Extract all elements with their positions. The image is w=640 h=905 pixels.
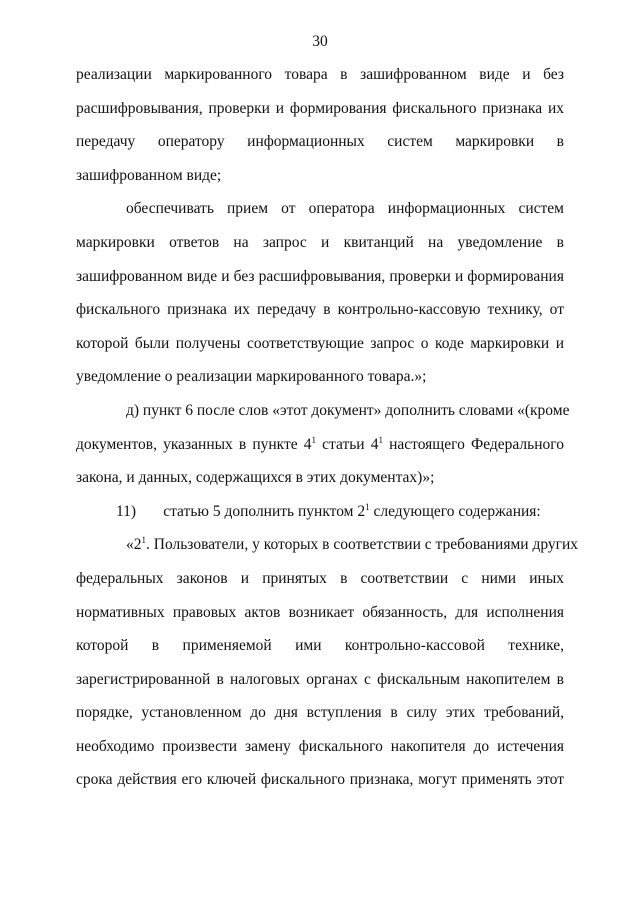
text-fragment: «2 — [126, 536, 142, 554]
paragraph-3 — [76, 394, 570, 495]
text-fragment: документов, указанных в пункте 4 — [76, 435, 312, 453]
numbered-item — [76, 495, 564, 529]
text-line: федеральных законов и принятых в соответствии с ними иных — [76, 569, 564, 587]
text-fragment: статью 5 дополнить пунктом 2 — [163, 502, 366, 520]
text-line — [76, 428, 564, 462]
paragraph-4 — [76, 495, 564, 529]
superscript: 1 — [365, 501, 370, 512]
text-line: которой были получены соответствующие запрос о коде маркировки и — [76, 334, 564, 352]
text-line: закона, и данных, содержащихся в этих документах)»; — [76, 469, 435, 487]
text-line: обеспечивать прием от оператора информационных систем — [126, 200, 564, 218]
text-line: уведомление о реализации маркированного товара.»; — [76, 368, 427, 386]
superscript: 1 — [378, 434, 383, 445]
text-line: д) пункт 6 после слов «этот документ» дополнить словами «(кроме — [126, 401, 570, 419]
text-line: зашифрованном виде; — [76, 166, 222, 184]
text-fragment: статьи 4 — [316, 435, 379, 453]
text-fragment: следующего содержания: — [369, 502, 541, 520]
paragraph-5 — [76, 528, 579, 797]
text-line: порядке, установленном до дня вступления в силу этих требований, — [76, 704, 564, 722]
document-body — [76, 58, 579, 797]
text-line — [76, 528, 579, 562]
text-line: фискального признака их передачу в контрольно-кассовую технику, от — [76, 301, 564, 319]
text-line: реализации маркированного товара в зашифрованном виде и без — [76, 66, 564, 83]
superscript: 1 — [141, 535, 146, 546]
text-line: передачу оператору информационных систем маркировки в — [76, 133, 564, 151]
paragraph-1 — [76, 58, 564, 192]
text-line: нормативных правовых актов возникает обязанность, для исполнения — [76, 603, 564, 621]
text-line: расшифровывания, проверки и формирования фискального признака их — [76, 99, 564, 117]
page-number: 30 — [312, 33, 328, 50]
text-line: маркировки ответов на запрос и квитанций на уведомление в — [76, 233, 564, 251]
text-line: зашифрованном виде и без расшифровывания, проверки и формирования — [76, 267, 564, 285]
text-fragment: настоящего Федерального — [382, 435, 564, 453]
text-line: необходимо произвести замену фискального накопителя до истечения — [76, 737, 564, 755]
text-line: зарегистрированной в налоговых органах с фискальным накопителем в — [76, 670, 564, 688]
text-fragment: . Пользователи, у которых в соответствии с требованиями других — [146, 536, 579, 554]
item-number: 11) — [116, 502, 137, 520]
superscript: 1 — [311, 434, 317, 445]
paragraph-2 — [76, 192, 564, 394]
text-line: которой в применяемой ими контрольно-кассовой технике, — [76, 637, 564, 655]
text-line: срока действия его ключей фискального признака, могут применять этот — [76, 771, 564, 789]
